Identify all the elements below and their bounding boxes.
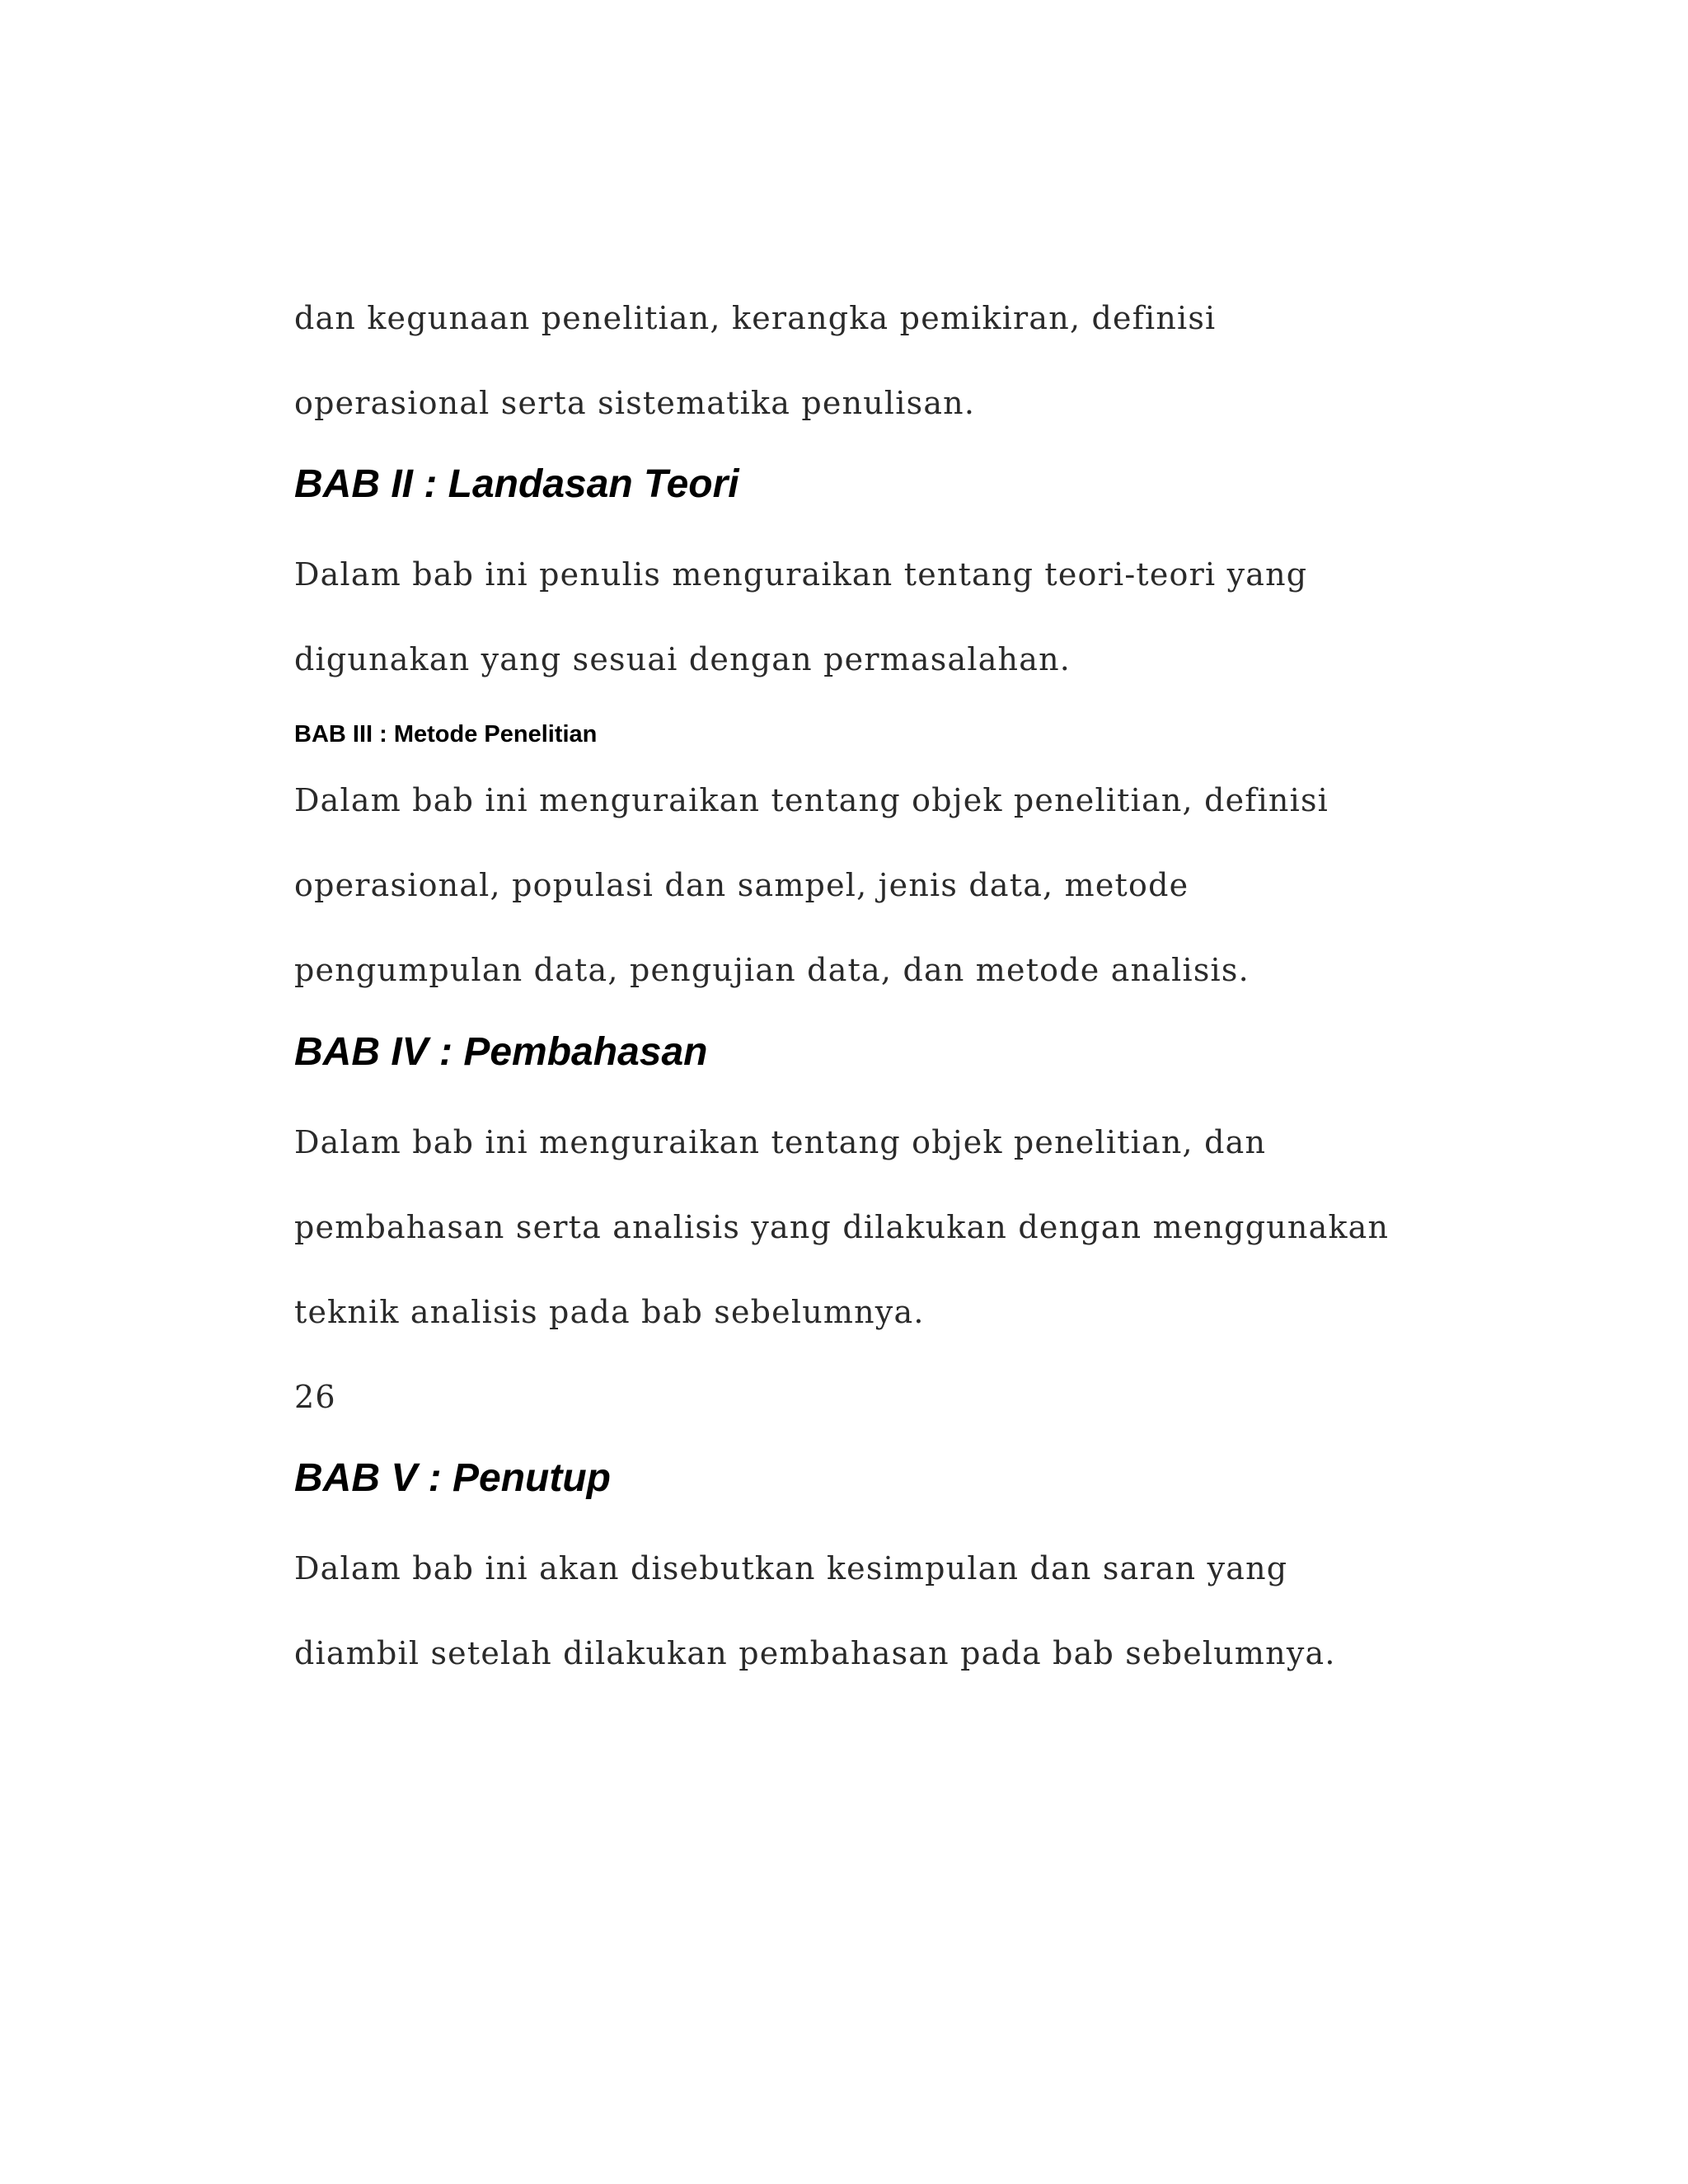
heading-bab-2: BAB II : Landasan Teori: [294, 462, 739, 506]
bab5-line-2: diambil setelah dilakukan pembahasan pada bab sebelumnya.: [294, 1635, 1336, 1671]
bab3-line-1: Dalam bab ini menguraikan tentang objek penelitian, definisi: [294, 782, 1329, 818]
bab4-line-3: teknik analisis pada bab sebelumnya.: [294, 1294, 925, 1330]
heading-bab-5: BAB V : Penutup: [294, 1456, 611, 1500]
bab3-line-3: pengumpulan data, pengujian data, dan metode analisis.: [294, 952, 1250, 988]
intro-line-2: operasional serta sistematika penulisan.: [294, 385, 976, 421]
bab4-line-2: pembahasan serta analisis yang dilakukan dengan menggunakan: [294, 1209, 1390, 1245]
intro-line-1: dan kegunaan penelitian, kerangka pemikiran, definisi: [294, 300, 1217, 336]
bab2-line-2: digunakan yang sesuai dengan permasalahan.: [294, 641, 1071, 677]
bab3-line-2: operasional, populasi dan sampel, jenis data, metode: [294, 867, 1189, 903]
bab5-line-1: Dalam bab ini akan disebutkan kesimpulan dan saran yang: [294, 1550, 1288, 1586]
bab2-line-1: Dalam bab ini penulis menguraikan tentang teori-teori yang: [294, 556, 1308, 593]
heading-bab-4: BAB IV : Pembahasan: [294, 1030, 708, 1074]
heading-bab-3: BAB III : Metode Penelitian: [294, 721, 598, 748]
page-number: 26: [294, 1379, 336, 1415]
bab4-line-1: Dalam bab ini menguraikan tentang objek penelitian, dan: [294, 1124, 1267, 1160]
